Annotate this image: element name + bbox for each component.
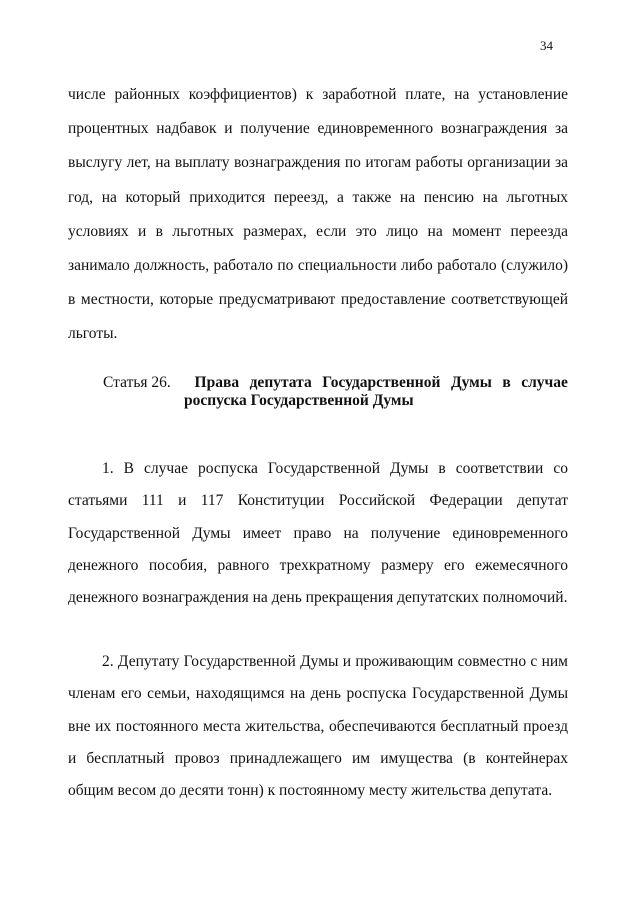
page-number: 34 — [540, 38, 553, 53]
article-title-word: в — [502, 374, 511, 391]
paragraph-clause-2: 2. Депутату Государственной Думы и проживающим совместно с ним членам его семьи, находящимся на день роспуска Государственной Думы вне их постоянного места жительства, обеспечиваются бесплатный проезд и бесплатный провоз принадлежащего им имущества (в контейнерах общим весом до десяти тонн) к постоянному месту жительства депутата. — [68, 653, 568, 800]
article-number: Статья 26. — [103, 374, 171, 391]
article-title-word: случае — [521, 374, 568, 391]
article-title-word: Права — [194, 374, 240, 391]
article-heading-line-1 — [103, 374, 568, 392]
article-heading — [103, 374, 568, 410]
article-title-word: Думы — [450, 374, 492, 391]
article-heading-line-2 — [103, 392, 568, 410]
paragraph-clause-1: 1. В случае роспуска Государственной Думы в соответствии со статьями 111 и 117 Конституции Российской Федерации депутат Государственной Думы имеет право на получение единовременного денежного пособия, равного трехкратному размеру его ежемесячного денежного вознаграждения на день прекращения депутатских полномочий. — [68, 460, 568, 607]
paragraph-continuation: числе районных коэффициентов) к заработной плате, на установление процентных надбавок и получение единовременного вознаграждения за выслугу лет, на выплату вознаграждения по итогам работы организации за год, на который приходится переезд, а также на пенсию на льготных условиях и в льготных размерах, если это лицо на момент переезда занимало должность, работало по специальности либо работало (служило) в местности, которые предусматривают предоставление соответствующей льготы. — [68, 86, 568, 343]
article-title-word: Государственной — [322, 374, 441, 391]
article-title-word: депутата — [249, 374, 312, 391]
article-title-continuation: роспуска Государственной Думы — [184, 392, 414, 409]
